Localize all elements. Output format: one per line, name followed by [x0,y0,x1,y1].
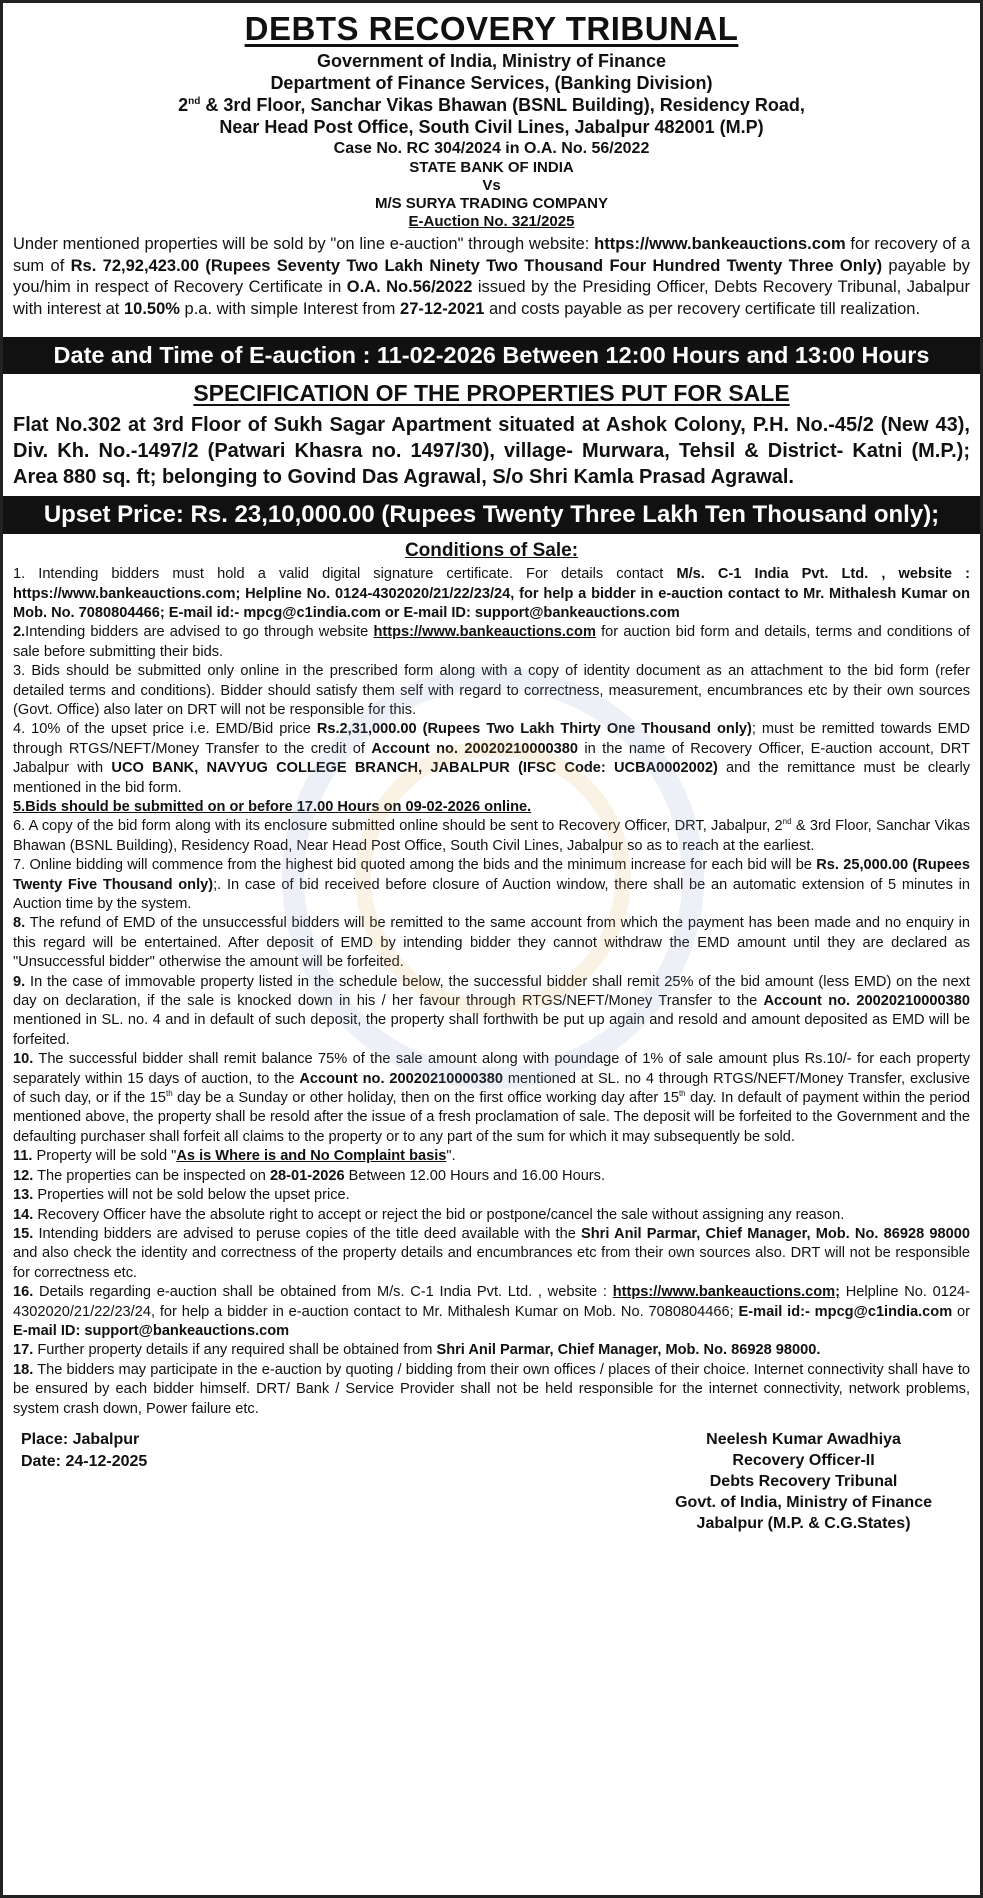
tribunal-title: DEBTS RECOVERY TRIBUNAL [244,10,739,47]
officer-govt: Govt. of India, Ministry of Finance [675,1494,932,1512]
footer [13,1429,970,1535]
condition-4: 4. 10% of the upset price i.e. EMD/Bid price Rs.2,31,000.00 (Rupees Two Lakh Thirty One Thousand only); must be remitted towards EMD through RTGS/NEFT/Money Transfer to the credit of Account no. 20020210000380 in the name of Recovery Officer, E-auction account, DRT Jabalpur with UCO BANK, NAVYUG COLLEGE BRANCH, JABALPUR (IFSC Code: UCBA0002002) and the remittance must be clearly mentioned in the bid form. [13,721,971,796]
condition-16: 16. Details regarding e-auction shall be obtained from M/s. C-1 India Pvt. Ltd. , website : https://www.bankeauctions.com; Helpline No. 0124-4302020/21/22/23/24, for help a bidder in e-auction contact to Mr. Mithalesh Kumar on Mob. No. 7080804466; E-mail id:- mpcg@c1india.com or E-mail ID: support@bankeauctions.com [13,1284,970,1339]
property-description: Flat No.302 at 3rd Floor of Sukh Sagar Apartment situated at Ashok Colony, P.H. No.-45/2 (New 43), Div. Kh. No.-1497/2 (Patwari Khasra no. 1497/30), village- Murwara, Tehsil & District- Katni (M.P.); Area 880 sq. ft; belonging to Govind Das Agrawal, S/o Shri Kamla Prasad Agrawal. [13,414,970,488]
party-defendant: M/S SURYA TRADING COMPANY [374,195,609,213]
department-line: Department of Finance Services, (Banking Division) [270,73,713,94]
condition-2: 2.Intending bidders are advised to go through website https://www.bankeauctions.com for auction bid form and details, terms and conditions of sale before submitting their bids. [13,624,970,660]
officer-organisation: Debts Recovery Tribunal [709,1473,898,1491]
officer-designation: Recovery Officer-II [732,1452,875,1470]
header [13,9,970,232]
address-line-1: 2nd & 3rd Floor, Sanchar Vikas Bhawan (BSNL Building), Residency Road, [178,95,805,116]
place: Place: Jabalpur [21,1430,140,1448]
auction-date-banner: Date and Time of E-auction : 11-02-2026 Between 12:00 Hours and 13:00 Hours [3,337,980,374]
condition-17: 17. Further property details if any required shall be obtained from Shri Anil Parmar, Chief Manager, Mob. No. 86928 98000. [13,1342,821,1359]
condition-7: 7. Online bidding will commence from the highest bid quoted among the bids and the minimum increase for each bid will be Rs. 25,000.00 (Rupees Twenty Five Thousand only);. In case of bid received before closure of Auction window, there shall be an automatic extension of 5 minutes in Auction time by the system. [13,857,970,913]
address-line-2: Near Head Post Office, South Civil Lines, Jabalpur 482001 (M.P) [219,117,764,138]
officer-location: Jabalpur (M.P. & C.G.States) [696,1515,911,1533]
versus: Vs [482,176,501,194]
auction-number: E-Auction No. 321/2025 [408,213,575,231]
upset-price-banner: Upset Price: Rs. 23,10,000.00 (Rupees Twenty Three Lakh Ten Thousand only); [3,496,980,534]
party-applicant: STATE BANK OF INDIA [409,158,574,176]
date: Date: 24-12-2025 [21,1453,148,1471]
condition-5: 5.Bids should be submitted on or before 17.00 Hours on 09-02-2026 online. [13,798,532,815]
intro-paragraph: Under mentioned properties will be sold by "on line e-auction" through website: https://www.bankeauctions.com for recovery of a sum of Rs. 72,92,423.00 (Rupees Seventy Two Lakh Ninety Two Thousand Four Hundred Twenty Three Only) payable by you/him in respect of Recovery Certificate in O.A. No.56/2022 issued by the Presiding Officer, Debts Recovery Tribunal, Jabalpur with interest at 10.50% p.a. with simple Interest from 27-12-2021 and costs payable as per recovery certificate till realization. [13,234,970,319]
condition-6: 6. A copy of the bid form along with its enclosure submitted online should be sent to Recovery Officer, DRT, Jabalpur, 2nd & 3rd Floor, Sanchar Vikas Bhawan (BSNL Building), Residency Road, Near Head Post Office, South Civil Lines, Jabalpur so as to reach at the earliest. [13,817,970,854]
ministry-line: Government of India, Ministry of Finance [316,51,667,72]
conditions-heading: Conditions of Sale: [404,540,579,562]
signatory-block [675,1429,970,1535]
condition-9: 9. In the case of immovable property listed in the schedule below, the successful bidder shall remit 25% of the bid amount (less EMD) on the next day on declaration, if the sale is knocked down in his / her favour through RTGS/NEFT/Money Transfer to the Account no. 20020210000380 mentioned in SL. no. 4 and in default of such deposit, the property shall forthwith be put up again and resold and amount deposited as EMD will be forfeited. [13,973,970,1048]
condition-13: 13. Properties will not be sold below the upset price. [13,1187,350,1204]
condition-15: 15. Intending bidders are advised to peruse copies of the title deed available with the Shri Anil Parmar, Chief Manager, Mob. No. 86928 98000 and also check the identity and correctness of the property details and encumbrances etc from their own sources also. DRT will not be responsible for correctness etc. [13,1225,970,1281]
condition-12: 12. The properties can be inspected on 28-01-2026 Between 12.00 Hours and 16.00 Hours. [13,1167,606,1184]
case-number: Case No. RC 304/2024 in O.A. No. 56/2022 [333,140,650,158]
condition-18: 18. The bidders may participate in the e-auction by quoting / bidding from their own offices / places of their choice. Internet connectivity shall have to be ensured by each bidder himself. DRT/ Bank / Service Provider shall not be held responsible for the internet connectivity, network problems, system crash down, Power failure etc. [13,1361,970,1417]
place-date-block [13,1429,147,1535]
conditions-list [13,565,970,1419]
officer-name: Neelesh Kumar Awadhiya [706,1430,901,1448]
condition-8: 8. The refund of EMD of the unsuccessful bidders will be remitted to the same account from which the payment has been made and no enquiry in this regard will be entertained. After deposit of EMD by intending bidder they cannot withdraw the EMD amount until they are declared as "Unsuccessful bidder" otherwise the amount will be forfeited. [13,915,970,971]
condition-14: 14. Recovery Officer have the absolute right to accept or reject the bid or postpone/cancel the sale without assigning any reason. [13,1206,845,1223]
condition-1: 1. Intending bidders must hold a valid digital signature certificate. For details contact M/s. C-1 India Pvt. Ltd. , website : https://www.bankeauctions.com; Helpline No. 0124-4302020/21/22/23/24, for help a bidder in e-auction contact to Mr. Mithalesh Kumar on Mob. No. 7080804466; E-mail id:- mpcg@c1india.com or E-mail ID: support@bankeauctions.com [13,566,970,621]
specification-heading: SPECIFICATION OF THE PROPERTIES PUT FOR SALE [193,380,790,407]
condition-11: 11. Property will be sold "As is Where is and No Complaint basis". [13,1148,456,1165]
condition-3: 3. Bids should be submitted only online in the prescribed form along with a copy of identity document as an attachment to the bid form (refer detailed terms and conditions). Bidder should satisfy them self with regard to correctness, measurement, encumbrances etc by their own sources (Govt. Office) also later on DRT will not be responsible for this. [13,663,970,718]
condition-10: 10. The successful bidder shall remit balance 75% of the sale amount along with poundage of 1% of sale amount plus Rs.10/- for each property separately within 15 days of auction, to the Account no. 20020210000380 mentioned at SL. no 4 through RTGS/NEFT/Money Transfer, exclusive of such day, or if the 15th day be a Sunday or other holiday, then on the first office working day after 15th day. In default of payment within the period mentioned above, the property shall be resold after the issue of a fresh proclamation of sale. The deposit will be forfeited to the Government and the defaulting purchaser shall forfeit all claims to the property or to any part of the sum for which it may subsequently be sold. [13,1051,970,1145]
